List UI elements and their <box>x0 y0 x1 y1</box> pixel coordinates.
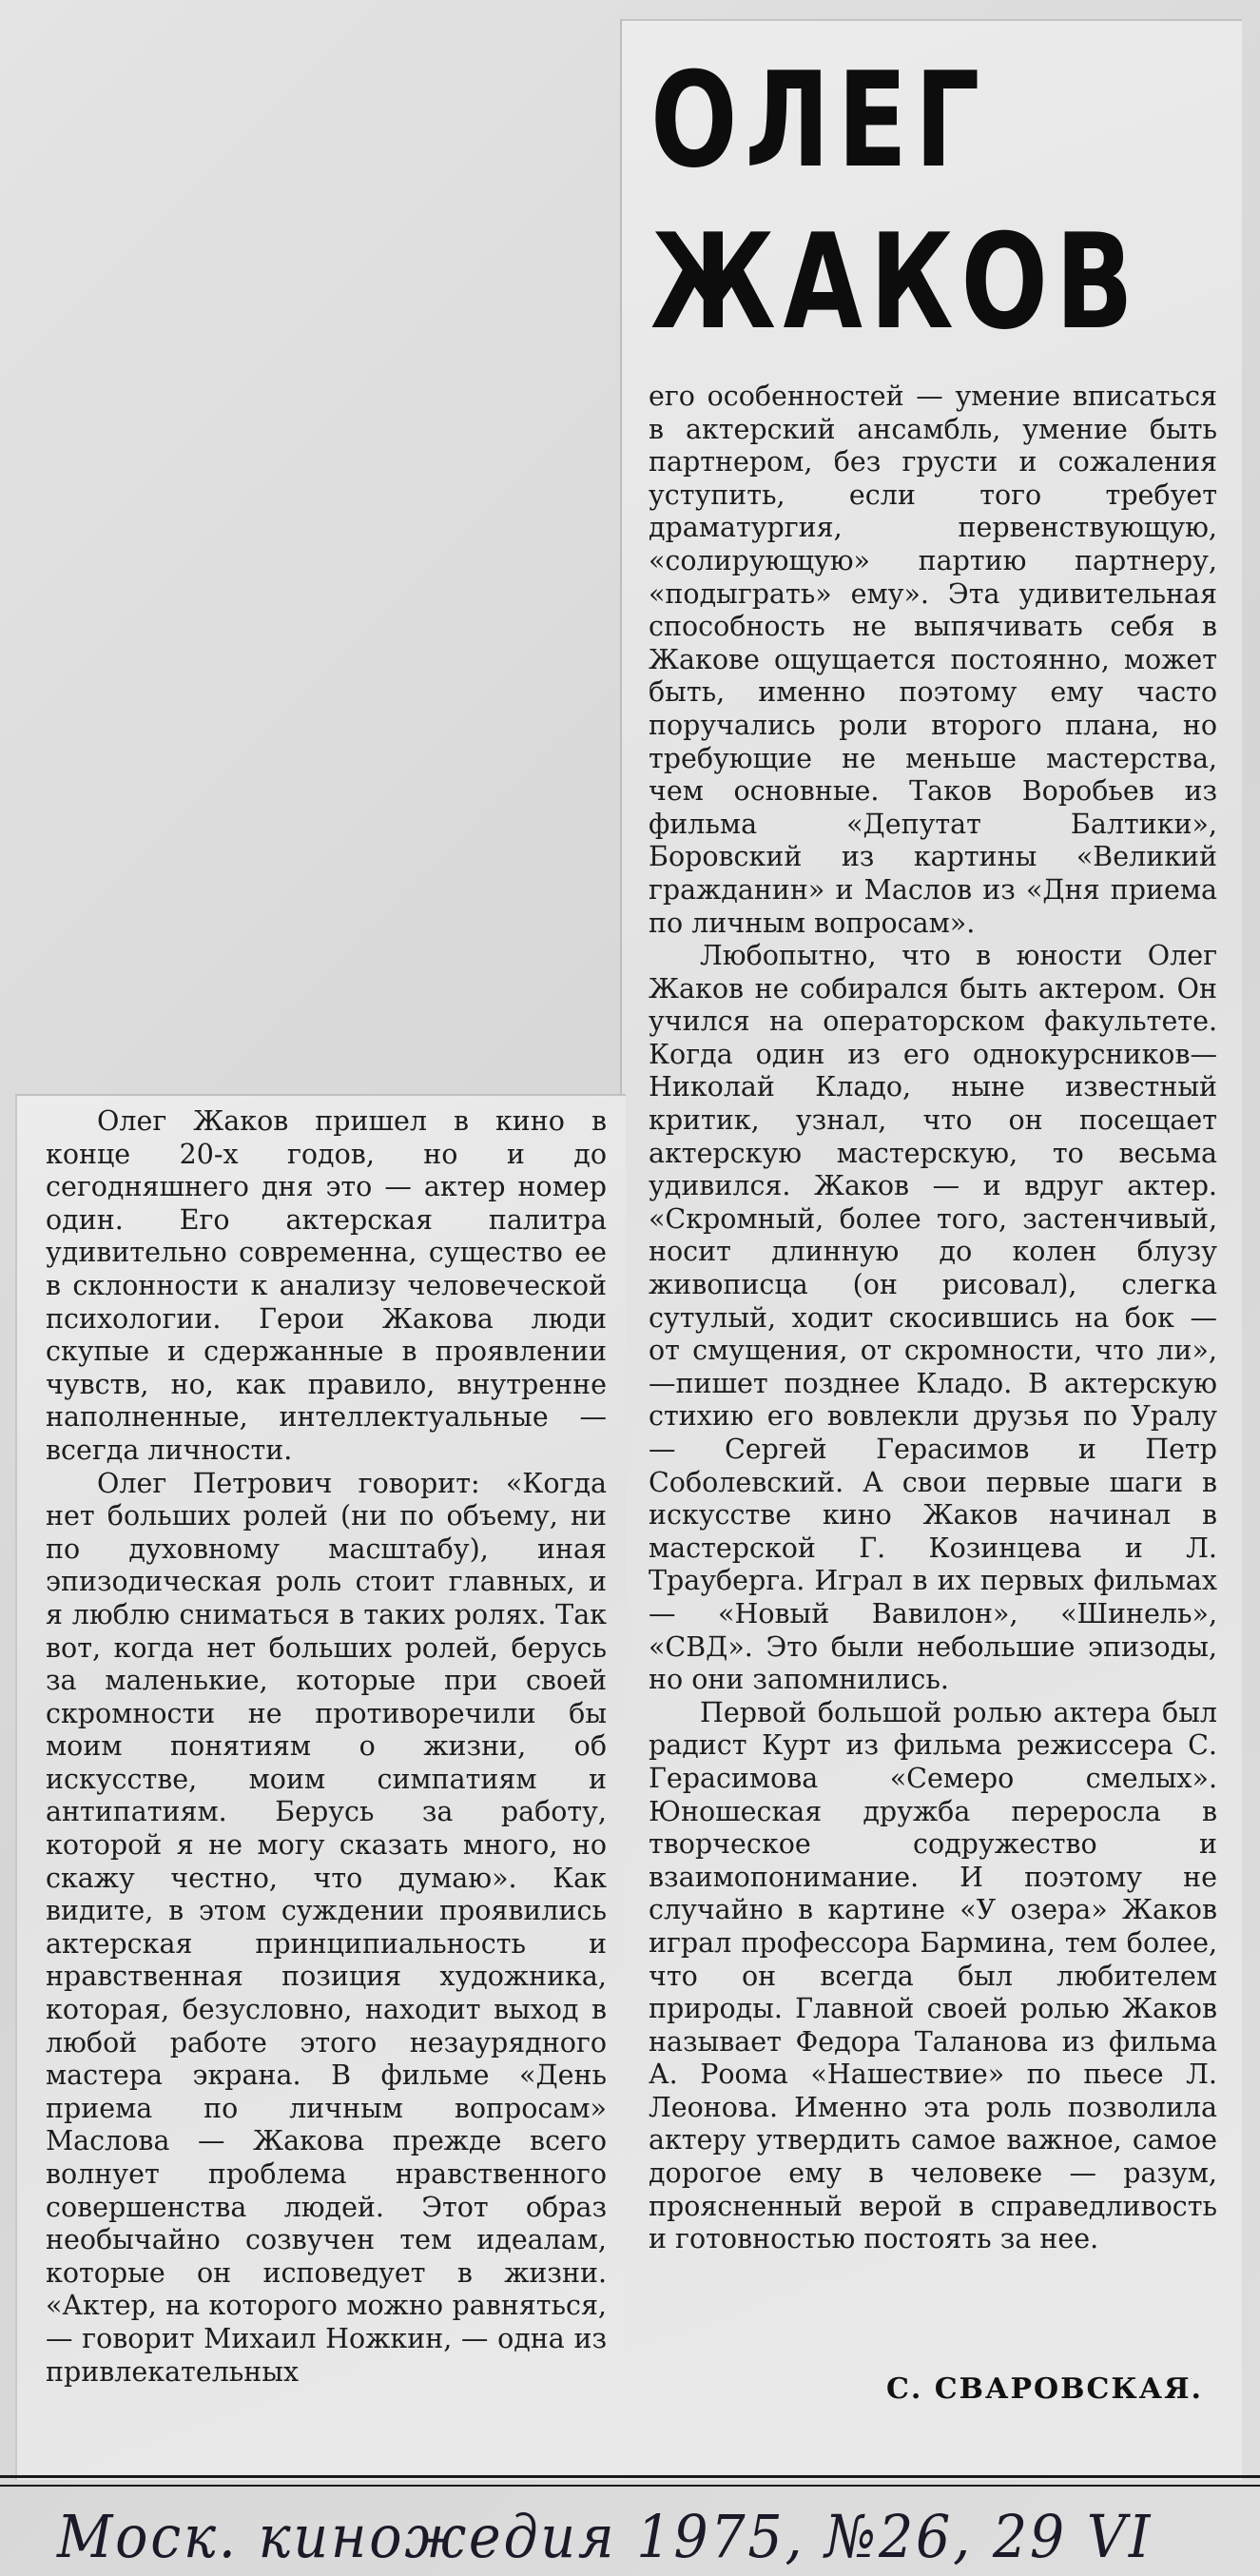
article-clipping-right <box>620 19 1242 2480</box>
headline-line-1: ОЛЕГ <box>650 44 988 197</box>
paragraph: Олег Петрович говорит: «Когда нет больших ролей (ни по объему, ни по духовному масштабу), иная эпизодическая роль стоит главных, и я люблю сниматься в таких ролях. Так вот, когда нет больших ролей, берусь за маленькие, которые при своей скромности не противоречили бы моим понятиям о жизни, об искусстве, моим симпатиям и антипатиям. Берусь за работу, которой я не могу сказать много, но скажу честно, что думаю». Как видите, в этом суждении проявились актерская принципиальность и нравственная позиция художника, которая, безусловно, находит выход в любой работе этого незаурядного мастера экрана. В фильме «День приема по личным вопросам» Маслова — Жакова прежде всего волнует проблема нравственного совершенства людей. Этот образ необычайно созвучен тем идеалам, которые он исповедует в жизни. «Актер, на которого можно равняться, — говорит Михаил Ножкин, — одна из привлекательных <box>46 1467 607 2388</box>
paragraph: Любопытно, что в юности Олег Жаков не собирался быть актером. Он учился на операторском факультете. Когда один из его однокурсников—Николай Кладо, ныне известный критик, узнал, что он посещает актерскую мастерскую, то весьма удивился. Жаков — и вдруг актер. «Скромный, более того, застенчивый, носит длинную до колен блузу живописца (он рисовал), слегка сутулый, ходит скосившись на бок — от смущения, от скромности, что ли»,—пишет позднее Кладо. В актерскую стихию его вовлекли друзья по Уралу — Сергей Герасимов и Петр Соболевский. А свои первые шаги в искусстве кино Жаков начинал в мастерской Г. Козинцева и Л. Трауберга. Играл в их первых фильмах — «Новый Вавилон», «Шинель», «СВД». Это были небольшие эпизоды, но они запомнились. <box>649 940 1217 1696</box>
paragraph: Олег Жаков пришел в кино в конце 20-х годов, но и до сегодняшнего дня это — актер номер один. Его актерская палитра удивительно современна, существо ее в склонности к анализу человеческой психологии. Герои Жакова люди скупые и сдержанные в проявлении чувств, но, как правило, внутренне наполненные, интеллектуальные — всегда личности. <box>46 1105 607 1466</box>
article-clipping-left <box>15 1094 626 2480</box>
author-signature: С. СВАРОВСКАЯ. <box>886 2372 1203 2406</box>
right-text-column <box>649 381 1217 2256</box>
article-headline <box>650 40 1141 363</box>
paragraph: его особенностей — умение вписаться в актерский ансамбль, умение быть партнером, без грусти и сожаления уступить, если того требует драматургия, первенствующую, «солирующую» партию партнеру, «подыграть» ему». Эта удивительная способность не выпячивать себя в Жакове ощущается постоянно, может быть, именно поэтому ему часто поручались роли второго плана, но требующие не меньше мастерства, чем основные. Таков Воробьев из фильма «Депутат Балтики», Боровский из картины «Великий гражданин» и Маслов из «Дня приема по личным вопросам». <box>649 381 1217 939</box>
paragraph: Первой большой ролью актера был радист Курт из фильма режиссера С. Герасимова «Семеро смелых». Юношеская дружба переросла в творческое содружество и взаимопонимание. И поэтому не случайно в картине «У озера» Жаков играл профессора Бармина, тем более, что он всегда был любителем природы. Главной своей ролью Жаков называет Федора Таланова из фильма А. Роома «Нашествие» по пьесе Л. Леонова. Именно эта роль позволила актеру утвердить самое важное, самое дорогое ему в человеке — разум, проясненный верой в справедливость и готовностью постоять за нее. <box>649 1696 1217 2255</box>
headline-line-2: ЖАКОВ <box>650 205 1141 359</box>
divider-rule <box>0 2475 1260 2478</box>
left-text-column <box>46 1105 607 2389</box>
handwritten-source-note: Моск. киножедия 1975, №26, 29 VI <box>57 2502 1153 2571</box>
divider-rule <box>0 2485 1260 2487</box>
